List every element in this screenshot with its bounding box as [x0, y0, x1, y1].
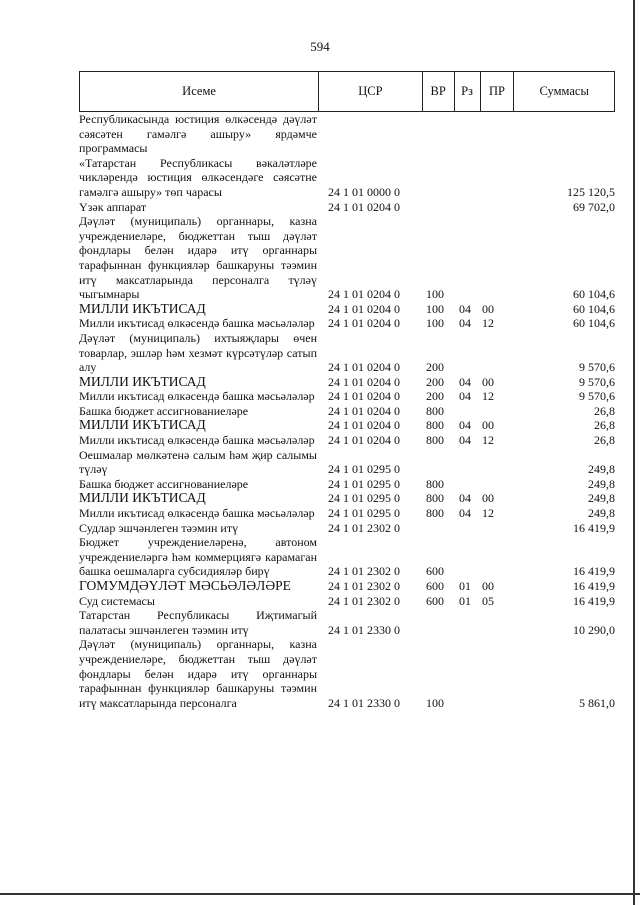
cell-name: Татарстан Республикасы Иҗтимагый палатасы эшчәнлеген тәэмин итү — [79, 608, 317, 637]
cell-csr: 24 1 01 0295 0 — [328, 476, 400, 491]
cell-sum: 16 419,9 — [573, 564, 615, 579]
cell-csr: 24 1 01 0000 0 — [328, 184, 400, 199]
cell-sum: 10 290,0 — [573, 622, 615, 637]
cell-name: Башка бюджет ассигнованиеләре — [79, 403, 249, 418]
header-vr: ВР — [423, 72, 455, 111]
table-row — [79, 594, 615, 609]
cell-name: МИЛЛИ ИКЪТИСАД — [79, 490, 206, 506]
cell-pr: 12 — [482, 316, 494, 331]
cell-sum: 125 120,5 — [567, 184, 615, 199]
cell-csr: 24 1 01 0204 0 — [328, 374, 400, 389]
table-header — [79, 71, 615, 112]
cell-name: Суд системасы — [79, 593, 155, 608]
scan-frame-bottom — [0, 893, 640, 895]
cell-rz: 04 — [459, 418, 471, 433]
table-row — [79, 433, 615, 448]
table-row — [79, 579, 615, 594]
cell-vr: 200 — [426, 360, 444, 375]
cell-name: Үзәк аппарат — [79, 199, 147, 214]
table-row — [79, 535, 615, 579]
cell-vr: 800 — [426, 506, 444, 521]
cell-vr: 600 — [426, 579, 444, 593]
cell-name: Оешмалар мөлкәтенә салым һәм җир салымы түләү — [79, 447, 317, 477]
cell-pr: 00 — [482, 491, 494, 506]
header-rz: Рз — [455, 72, 481, 111]
cell-sum: 249,8 — [588, 506, 615, 521]
cell-pr: 12 — [482, 433, 494, 448]
cell-csr: 24 1 01 0204 0 — [328, 301, 400, 316]
cell-csr: 24 1 01 2330 0 — [328, 622, 400, 637]
cell-csr: 24 1 01 0204 0 — [328, 418, 400, 433]
table-row — [79, 112, 615, 156]
cell-rz: 01 — [459, 593, 471, 608]
cell-name: Бюджет учреждениеләренә, автоном учреждениеләргә һәм коммерциягә карамаган башка оешмаларга субсидияләр бирү — [79, 535, 317, 579]
cell-sum: 5 861,0 — [579, 695, 615, 710]
cell-rz: 04 — [459, 316, 471, 331]
cell-csr: 24 1 01 0204 0 — [328, 433, 400, 448]
table-row — [79, 375, 615, 390]
cell-name: Башка бюджет ассигнованиеләре — [79, 476, 249, 491]
table-body — [79, 112, 615, 710]
table-row — [79, 491, 615, 506]
cell-sum: 9 570,6 — [579, 374, 615, 389]
cell-sum: 26,8 — [594, 403, 615, 418]
cell-name: МИЛЛИ ИКЪТИСАД — [79, 373, 206, 389]
table-row — [79, 404, 615, 419]
header-pr: ПР — [481, 72, 515, 111]
cell-rz: 04 — [459, 301, 471, 316]
cell-csr: 24 1 01 0204 0 — [328, 316, 400, 331]
cell-name: Дәүләт (муниципаль) ихтыяҗлары өчен товарлар, эшләр һәм хезмәт күрсәтүләр сатып алу — [79, 330, 317, 375]
cell-pr: 00 — [482, 579, 494, 593]
table-row — [79, 506, 615, 521]
cell-csr: 24 1 01 2302 0 — [328, 579, 400, 593]
cell-name: МИЛЛИ ИКЪТИСАД — [79, 417, 206, 433]
cell-pr: 12 — [482, 506, 494, 521]
table-row — [79, 316, 615, 331]
cell-rz: 04 — [459, 374, 471, 389]
cell-vr: 100 — [426, 316, 444, 331]
cell-csr: 24 1 01 0204 0 — [328, 360, 400, 375]
cell-sum: 16 419,9 — [573, 520, 615, 535]
page-number: 594 — [310, 39, 330, 54]
cell-csr: 24 1 01 2302 0 — [328, 593, 400, 608]
cell-sum: 69 702,0 — [573, 199, 615, 214]
cell-name: Милли икътисад өлкәсендә башка мәсьәләләр — [79, 433, 315, 448]
cell-vr: 100 — [426, 695, 444, 710]
cell-sum: 16 419,9 — [573, 579, 615, 593]
cell-csr: 24 1 01 2302 0 — [328, 564, 400, 579]
cell-name: Республикасында юстиция өлкәсендә дәүләт сәясәтен гамәлгә ашыру» ярдәмче программасы — [79, 112, 317, 156]
cell-csr: 24 1 01 0295 0 — [328, 491, 400, 506]
cell-vr: 800 — [426, 403, 444, 418]
cell-sum: 9 570,6 — [579, 360, 615, 375]
cell-vr: 200 — [426, 374, 444, 389]
cell-vr: 600 — [426, 593, 444, 608]
cell-pr: 00 — [482, 374, 494, 389]
header-sum: Суммасы — [539, 84, 589, 98]
cell-csr: 24 1 01 0204 0 — [328, 403, 400, 418]
cell-sum: 249,8 — [588, 476, 615, 491]
cell-name: Судлар эшчәнлеген тәэмин итү — [79, 520, 239, 535]
cell-csr: 24 1 01 0204 0 — [328, 287, 400, 302]
header-name: Исеме — [80, 72, 319, 111]
cell-name: Милли икътисад өлкәсендә башка мәсьәләләр — [79, 316, 315, 331]
cell-rz: 01 — [459, 579, 471, 593]
cell-csr: 24 1 01 0204 0 — [328, 199, 400, 214]
cell-csr: 24 1 01 2330 0 — [328, 695, 400, 710]
cell-rz: 04 — [459, 491, 471, 506]
cell-vr: 800 — [426, 418, 444, 433]
table-row — [79, 389, 615, 404]
cell-vr: 800 — [426, 476, 444, 491]
table-row — [79, 477, 615, 492]
cell-sum: 26,8 — [594, 418, 615, 433]
cell-sum: 249,8 — [588, 462, 615, 477]
cell-pr: 00 — [482, 301, 494, 316]
cell-rz: 04 — [459, 389, 471, 404]
table-row — [79, 200, 615, 215]
cell-name: «Татарстан Республикасы вәкаләтләре чикләрендә юстиция өлкәсендәге сәясәтне гамәлгә ашыру» төп чарасы — [79, 155, 317, 199]
table-row — [79, 608, 615, 637]
cell-csr: 24 1 01 2302 0 — [328, 520, 400, 535]
cell-name: ГОМУМДӘҮЛӘТ МӘСЬӘЛӘЛӘРЕ — [79, 578, 291, 593]
cell-sum: 60 104,6 — [573, 287, 615, 302]
cell-csr: 24 1 01 0204 0 — [328, 389, 400, 404]
cell-name: Дәүләт (муниципаль) органнары, казна учреждениеләре, бюджеттан тыш дәүләт фондлары белән идарә итү органнары тарафыннан функцияләр башкаруны тәэмин итү максатларында персоналга түләү чыгымнары — [79, 214, 317, 302]
table-row — [79, 331, 615, 375]
cell-sum: 60 104,6 — [573, 316, 615, 331]
cell-vr: 800 — [426, 433, 444, 448]
table-row — [79, 418, 615, 433]
table-row — [79, 214, 615, 302]
cell-name: МИЛЛИ ИКЪТИСАД — [79, 300, 206, 316]
cell-name: Милли икътисад өлкәсендә башка мәсьәләләр — [79, 389, 315, 404]
cell-name: Милли икътисад өлкәсендә башка мәсьәләләр — [79, 506, 315, 521]
cell-sum: 26,8 — [594, 433, 615, 448]
cell-sum: 16 419,9 — [573, 593, 615, 608]
cell-rz: 04 — [459, 506, 471, 521]
cell-sum: 60 104,6 — [573, 301, 615, 316]
cell-csr: 24 1 01 0295 0 — [328, 462, 400, 477]
table-row — [79, 448, 615, 477]
cell-csr: 24 1 01 0295 0 — [328, 506, 400, 521]
table-row — [79, 156, 615, 200]
table-row — [79, 521, 615, 536]
cell-pr: 12 — [482, 389, 494, 404]
cell-vr: 200 — [426, 389, 444, 404]
cell-rz: 04 — [459, 433, 471, 448]
cell-vr: 100 — [426, 287, 444, 302]
cell-pr: 05 — [482, 593, 494, 608]
cell-sum: 9 570,6 — [579, 389, 615, 404]
cell-name: Дәүләт (муниципаль) органнары, казна учреждениеләре, бюджеттан тыш дәүләт фондлары белән идарә итү органнары тарафыннан функцияләр башкаруны тәэмин итү максатларында персоналга — [79, 637, 317, 710]
cell-vr: 800 — [426, 491, 444, 506]
cell-pr: 00 — [482, 418, 494, 433]
cell-vr: 600 — [426, 564, 444, 579]
table-row — [79, 637, 615, 710]
scan-frame-right — [633, 0, 635, 905]
budget-table — [79, 71, 615, 710]
table-row — [79, 302, 615, 317]
header-csr: ЦСР — [319, 72, 423, 111]
cell-vr: 100 — [426, 301, 444, 316]
cell-sum: 249,8 — [588, 491, 615, 506]
